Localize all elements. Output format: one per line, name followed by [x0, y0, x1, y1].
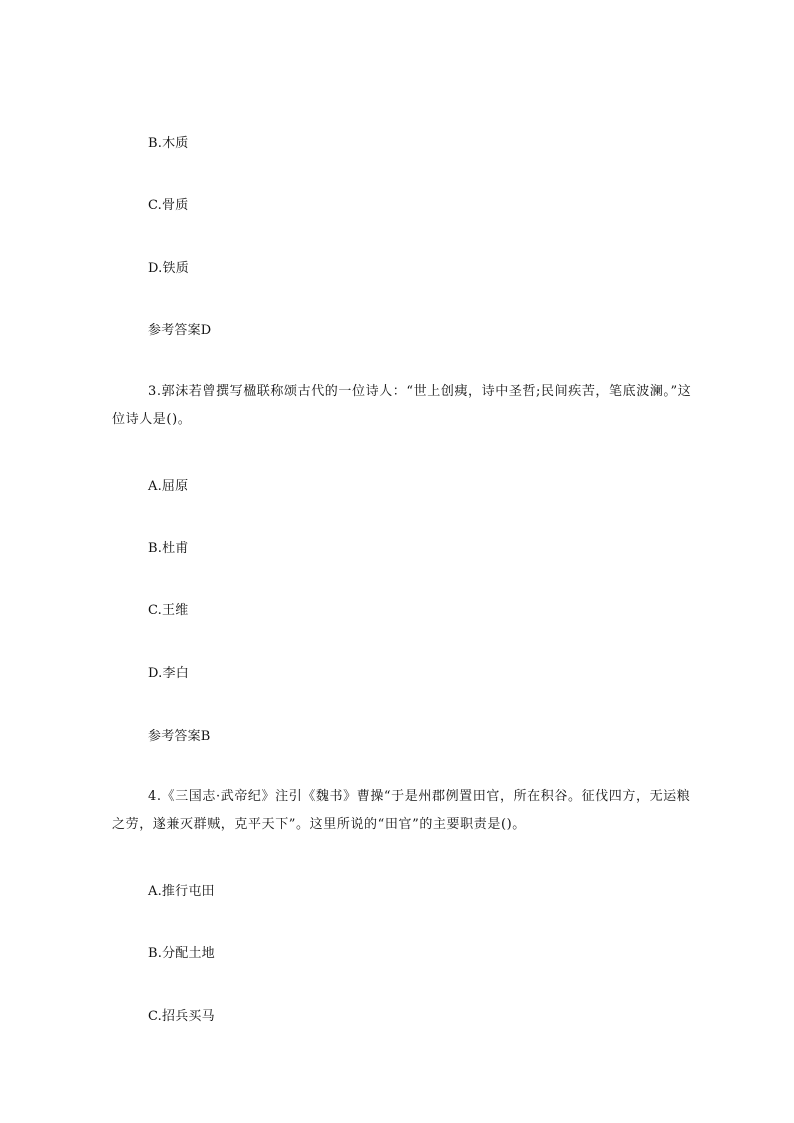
q2-option-c: C.骨质: [148, 198, 189, 213]
q3-stem: 3.郭沫若曾撰写楹联称颂古代的一位诗人：“世上创痍，诗中圣哲;民间疾苦，笔底波澜。”这位诗人是()。: [112, 384, 692, 427]
q4-option-c: C.招兵买马: [148, 1009, 215, 1024]
q3-answer: 参考答案B: [148, 729, 211, 744]
q2-option-d: D.铁质: [148, 261, 189, 276]
q4-option-a: A.推行屯田: [148, 884, 215, 899]
q4-option-b: B.分配土地: [148, 946, 215, 961]
q2-option-b: B.木质: [148, 136, 189, 151]
q3-option-c: C.王维: [148, 603, 189, 618]
q3-option-b: B.杜甫: [148, 541, 189, 556]
q2-answer: 参考答案D: [148, 323, 212, 338]
q3-option-d: D.李白: [148, 666, 189, 681]
q3-option-a: A.屈原: [148, 479, 189, 494]
q4-stem: 4.《三国志·武帝纪》注引《魏书》曹操“于是州郡例置田官，所在积谷。征伐四方，无运粮之劳，遂兼灭群贼，克平天下”。这里所说的“田官”的主要职责是()。: [112, 789, 691, 832]
